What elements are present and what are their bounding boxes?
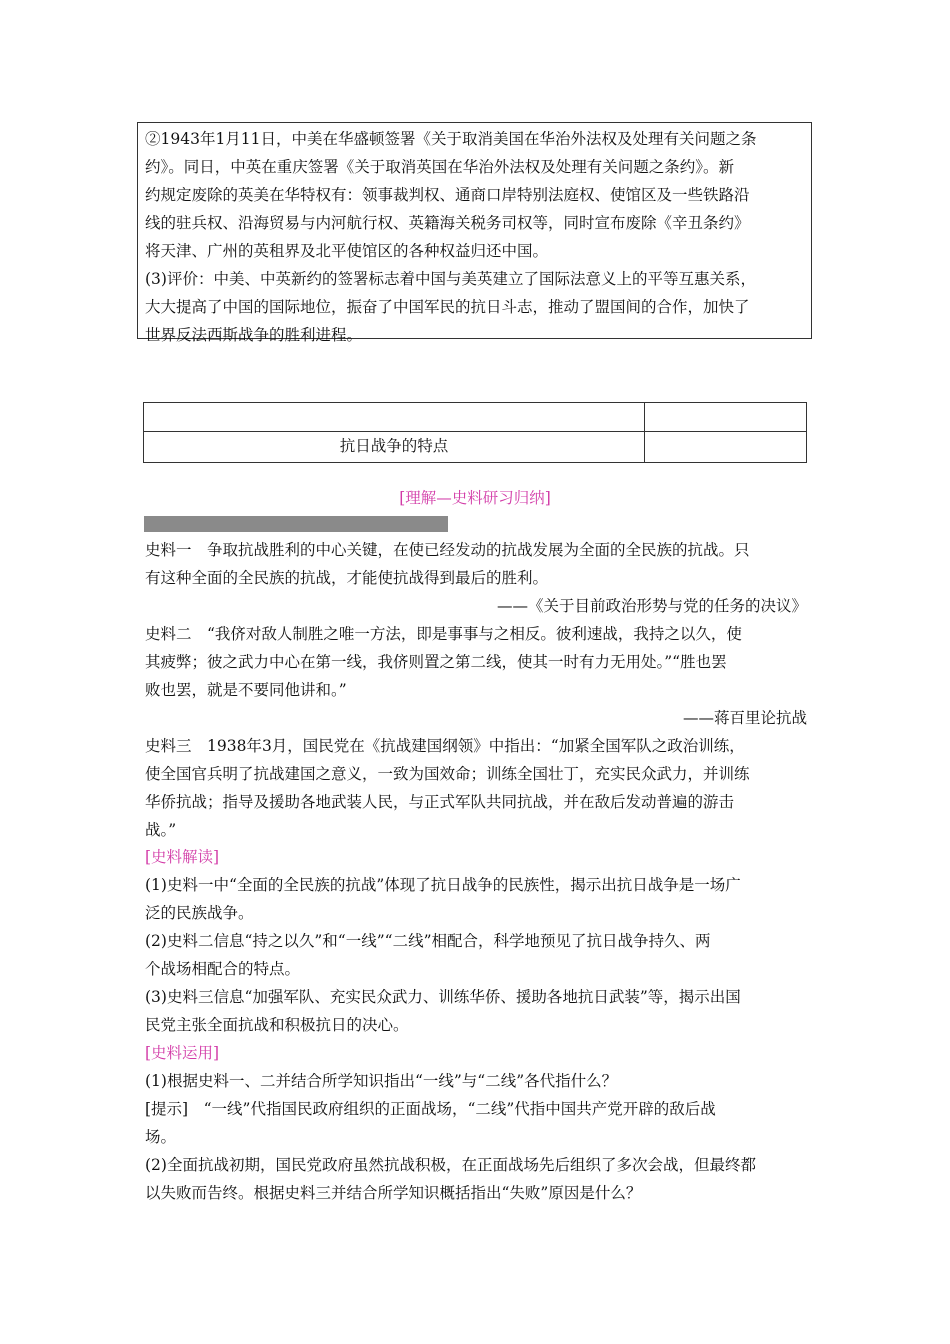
table-row-divider bbox=[144, 431, 806, 432]
box-line: 线的驻兵权、沿海贸易与内河航行权、英籍海关税务司权等，同时宣布废除《辛丑条约》 bbox=[145, 214, 750, 232]
material-1-source: ——《关于目前政治形势与党的任务的决议》 bbox=[496, 597, 807, 615]
usage-line: (2)全面抗战初期，国民党政府虽然抗战积极，在正面战场先后组织了多次会战，但最终都 bbox=[145, 1156, 756, 1174]
table-column-divider bbox=[644, 403, 645, 462]
box-line: 约》。同日，中英在重庆签署《关于取消英国在华治外法权及处理有关问题之条约》。新 bbox=[145, 158, 735, 176]
material-3-line: 战。” bbox=[145, 821, 177, 839]
section-title: [理解—史料研习归纳] bbox=[399, 489, 551, 507]
usage-line: [提示] “一线”代指国民政府组织的正面战场，“二线”代指中国共产党开辟的敌后战 bbox=[145, 1100, 716, 1118]
reading-line: 个战场相配合的特点。 bbox=[145, 960, 301, 978]
box-line: ②1943年1月11日，中美在华盛顿签署《关于取消美国在华治外法权及处理有关问题之条 bbox=[145, 130, 757, 148]
usage-line: (1)根据史料一、二并结合所学知识指出“一线”与“二线”各代指什么？ bbox=[145, 1072, 618, 1090]
usage-line: 以失败而告终。根据史料三并结合所学知识概括指出“失败”原因是什么？ bbox=[145, 1184, 642, 1202]
material-2-source: ——蒋百里论抗战 bbox=[682, 709, 807, 727]
box-line: 大大提高了中国的国际地位，振奋了中国军民的抗日斗志，推动了盟国间的合作，加快了 bbox=[145, 298, 750, 316]
material-2-line: 史料二 “我侪对敌人制胜之唯一方法，即是事事与之相反。彼利速战，我持之以久，使 bbox=[145, 625, 742, 643]
reading-line: (3)史料三信息“加强军队、充实民众武力、训练华侨、援助各地抗日武装”等，揭示出国 bbox=[145, 988, 741, 1006]
gray-heading-bar bbox=[144, 516, 448, 532]
reading-line: 泛的民族战争。 bbox=[145, 904, 254, 922]
material-3-line: 史料三 1938年3月，国民党在《抗战建国纲领》中指出：“加紧全国军队之政治训练， bbox=[145, 737, 745, 755]
reading-line: (1)史料一中“全面的全民族的抗战”体现了抗日战争的民族性，揭示出抗日战争是一场广 bbox=[145, 876, 741, 894]
table-topic-cell: 抗日战争的特点 bbox=[339, 437, 449, 455]
material-3-line: 华侨抗战；指导及援助各地武装人民，与正式军队共同抗战，并在敌后发动普遍的游击 bbox=[145, 793, 735, 811]
material-2-line: 其疲弊；彼之武力中心在第一线，我侪则置之第二线，使其一时有力无用处。”“胜也罢 bbox=[145, 653, 727, 671]
topic-table bbox=[143, 402, 807, 463]
usage-label: [史料运用] bbox=[145, 1044, 220, 1062]
material-3-line: 使全国官兵明了抗战建国之意义，一致为国效命；训练全国壮丁，充实民众武力，并训练 bbox=[145, 765, 750, 783]
reading-line: 民党主张全面抗战和积极抗日的决心。 bbox=[145, 1016, 409, 1034]
reading-label: [史料解读] bbox=[145, 848, 220, 866]
usage-line: 场。 bbox=[145, 1128, 177, 1146]
box-line: 世界反法西斯战争的胜利进程。 bbox=[145, 326, 363, 344]
treaty-box bbox=[137, 122, 812, 344]
reading-line: (2)史料二信息“持之以久”和“一线”“二线”相配合，科学地预见了抗日战争持久、两 bbox=[145, 932, 711, 950]
box-line: 约规定废除的英美在华特权有：领事裁判权、通商口岸特别法庭权、使馆区及一些铁路沿 bbox=[145, 186, 750, 204]
box-line: (3)评价：中美、中英新约的签署标志着中国与美英建立了国际法意义上的平等互惠关系， bbox=[145, 270, 756, 288]
material-1-line: 史料一 争取抗战胜利的中心关键，在使已经发动的抗战发展为全面的全民族的抗战。只 bbox=[145, 541, 750, 559]
material-1-line: 有这种全面的全民族的抗战，才能使抗战得到最后的胜利。 bbox=[145, 569, 549, 587]
material-2-line: 败也罢，就是不要同他讲和。” bbox=[145, 681, 347, 699]
box-line: 将天津、广州的英租界及北平使馆区的各种权益归还中国。 bbox=[145, 242, 549, 260]
